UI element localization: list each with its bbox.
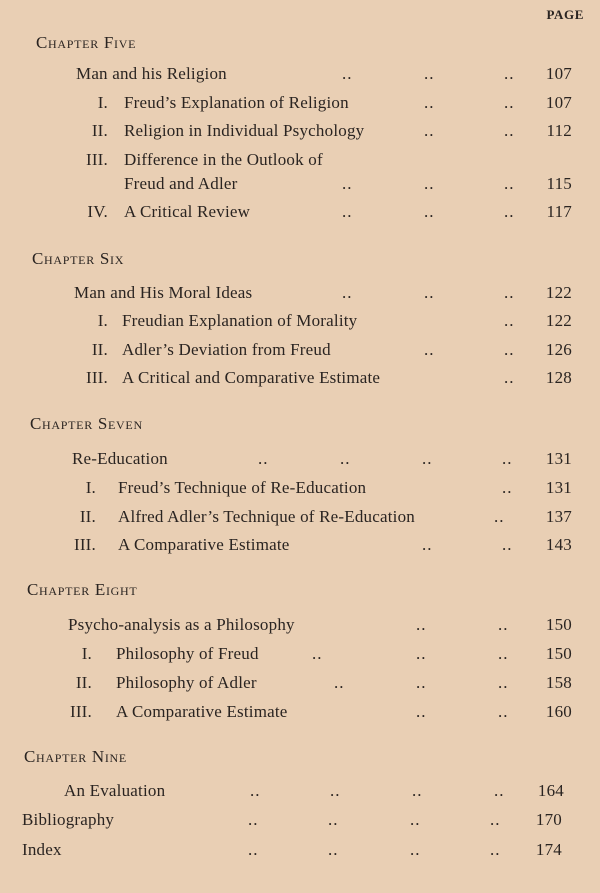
dot-leader: .. bbox=[328, 840, 339, 859]
toc-row bbox=[0, 202, 600, 226]
toc-page-number: 107 bbox=[545, 64, 572, 83]
toc-entry-title: Adler’s Deviation from Freud bbox=[122, 340, 331, 359]
dot-leader: .. bbox=[504, 202, 515, 221]
dot-leader: .. bbox=[422, 535, 433, 554]
dot-leader: .. bbox=[342, 283, 353, 302]
toc-entry-number: III. bbox=[85, 150, 108, 169]
dot-leader: .. bbox=[504, 340, 515, 359]
toc-entry-title: A Comparative Estimate bbox=[116, 702, 288, 721]
toc-row bbox=[0, 781, 600, 805]
toc-heading-title: Psycho-analysis as a Philosophy bbox=[68, 615, 295, 634]
dot-leader: .. bbox=[504, 368, 515, 387]
toc-page-number: 131 bbox=[545, 449, 572, 468]
toc-row bbox=[0, 615, 600, 639]
dot-leader: .. bbox=[342, 202, 353, 221]
dot-leader: .. bbox=[250, 781, 261, 800]
toc-row bbox=[0, 64, 600, 88]
toc-row bbox=[0, 449, 600, 473]
toc-page-number: 160 bbox=[545, 702, 572, 721]
toc-entry-number: II. bbox=[91, 121, 108, 140]
dot-leader: .. bbox=[424, 121, 435, 140]
dot-leader: .. bbox=[330, 781, 341, 800]
dot-leader: .. bbox=[498, 673, 509, 692]
dot-leader: .. bbox=[502, 478, 513, 497]
chapter-seven-heading: Chapter Seven bbox=[30, 414, 143, 433]
toc-page-number: 137 bbox=[545, 507, 572, 526]
dot-leader: .. bbox=[416, 673, 427, 692]
dot-leader: .. bbox=[410, 840, 421, 859]
toc-row bbox=[0, 644, 600, 668]
toc-page-number: 174 bbox=[535, 840, 562, 859]
toc-back-matter-title: Bibliography bbox=[22, 810, 115, 829]
dot-leader: .. bbox=[502, 535, 513, 554]
toc-entry-number: IV. bbox=[87, 202, 108, 221]
toc-row bbox=[0, 311, 600, 335]
dot-leader: .. bbox=[424, 202, 435, 221]
toc-row bbox=[0, 368, 600, 392]
toc-page-number: 164 bbox=[537, 781, 564, 800]
toc-entry-title: Freud’s Technique of Re-Education bbox=[118, 478, 367, 497]
dot-leader: .. bbox=[504, 283, 515, 302]
toc-page-number: 158 bbox=[545, 673, 572, 692]
page-column-label: PAGE bbox=[546, 7, 584, 22]
toc-entry-number: I. bbox=[85, 478, 96, 497]
toc-page-number: 107 bbox=[545, 93, 572, 112]
toc-page-number: 112 bbox=[546, 121, 572, 140]
dot-leader: .. bbox=[342, 64, 353, 83]
toc-row bbox=[0, 340, 600, 364]
toc-entry-title: Philosophy of Freud bbox=[116, 644, 259, 663]
dot-leader: .. bbox=[342, 174, 353, 193]
toc-entry-title: Difference in the Outlook of bbox=[124, 150, 323, 169]
chapter-eight-heading: Chapter Eight bbox=[27, 580, 138, 599]
dot-leader: .. bbox=[494, 507, 505, 526]
toc-entry-title: Philosophy of Adler bbox=[116, 673, 257, 692]
toc-page-number: 131 bbox=[545, 478, 572, 497]
dot-leader: .. bbox=[498, 702, 509, 721]
dot-leader: .. bbox=[494, 781, 505, 800]
dot-leader: .. bbox=[258, 449, 269, 468]
dot-leader: .. bbox=[340, 449, 351, 468]
dot-leader: .. bbox=[328, 810, 339, 829]
dot-leader: .. bbox=[502, 449, 513, 468]
toc-entry-title: A Comparative Estimate bbox=[118, 535, 290, 554]
toc-row bbox=[0, 121, 600, 145]
toc-row bbox=[0, 810, 600, 834]
dot-leader: .. bbox=[504, 311, 515, 330]
dot-leader: .. bbox=[312, 644, 323, 663]
toc-entry-title: Alfred Adler’s Technique of Re-Education bbox=[118, 507, 415, 526]
toc-heading-title: Re-Education bbox=[72, 449, 168, 468]
dot-leader: .. bbox=[424, 340, 435, 359]
toc-page-number: 128 bbox=[545, 368, 572, 387]
dot-leader: .. bbox=[490, 810, 501, 829]
toc-entry-number: II. bbox=[75, 673, 92, 692]
toc-entry-title: Freudian Explanation of Morality bbox=[122, 311, 358, 330]
dot-leader: .. bbox=[498, 644, 509, 663]
chapter-five-heading: Chapter Five bbox=[36, 33, 137, 52]
dot-leader: .. bbox=[248, 810, 259, 829]
dot-leader: .. bbox=[498, 615, 509, 634]
toc-entry-number: I. bbox=[81, 644, 92, 663]
toc-page-number: 122 bbox=[545, 311, 572, 330]
dot-leader: .. bbox=[248, 840, 259, 859]
dot-leader: .. bbox=[416, 644, 427, 663]
toc-page-number: 143 bbox=[545, 535, 572, 554]
dot-leader: .. bbox=[416, 702, 427, 721]
toc-heading-title: An Evaluation bbox=[64, 781, 166, 800]
toc-entry-title: Freud and Adler bbox=[124, 174, 238, 193]
toc-page-number: 170 bbox=[535, 810, 562, 829]
toc-page-number: 122 bbox=[545, 283, 572, 302]
dot-leader: .. bbox=[424, 174, 435, 193]
dot-leader: .. bbox=[424, 93, 435, 112]
dot-leader: .. bbox=[412, 781, 423, 800]
dot-leader: .. bbox=[504, 93, 515, 112]
toc-row bbox=[0, 283, 600, 307]
dot-leader: .. bbox=[424, 64, 435, 83]
dot-leader: .. bbox=[504, 121, 515, 140]
toc-entry-number: II. bbox=[79, 507, 96, 526]
chapter-nine-heading: Chapter Nine bbox=[24, 747, 127, 766]
dot-leader: .. bbox=[504, 64, 515, 83]
toc-entry-number: I. bbox=[97, 93, 108, 112]
toc-row bbox=[0, 150, 600, 174]
toc-entry-number: I. bbox=[97, 311, 108, 330]
toc-entry-number: III. bbox=[69, 702, 92, 721]
dot-leader: .. bbox=[490, 840, 501, 859]
toc-row bbox=[0, 535, 600, 559]
toc-page-number: 126 bbox=[545, 340, 572, 359]
toc-entry-title: A Critical Review bbox=[124, 202, 251, 221]
toc-row bbox=[0, 507, 600, 531]
toc-page-number: 115 bbox=[546, 174, 572, 193]
toc-row bbox=[0, 478, 600, 502]
dot-leader: .. bbox=[422, 449, 433, 468]
toc-page-number: 117 bbox=[546, 202, 572, 221]
toc-entry-title: Religion in Individual Psychology bbox=[124, 121, 365, 140]
dot-leader: .. bbox=[504, 174, 515, 193]
toc-back-matter-title: Index bbox=[22, 840, 62, 859]
toc-page-number: 150 bbox=[545, 615, 572, 634]
toc-row bbox=[0, 702, 600, 726]
dot-leader: .. bbox=[334, 673, 345, 692]
toc-entry-number: III. bbox=[73, 535, 96, 554]
dot-leader: .. bbox=[410, 810, 421, 829]
toc-entry-number: II. bbox=[91, 340, 108, 359]
toc-entry-number: III. bbox=[85, 368, 108, 387]
dot-leader: .. bbox=[424, 283, 435, 302]
toc-row bbox=[0, 840, 600, 864]
toc-row-continuation bbox=[0, 174, 600, 198]
toc-row bbox=[0, 93, 600, 117]
toc-entry-title: Freud’s Explanation of Religion bbox=[124, 93, 349, 112]
chapter-six-heading: Chapter Six bbox=[32, 249, 125, 268]
toc-page-number: 150 bbox=[545, 644, 572, 663]
toc-row bbox=[0, 673, 600, 697]
dot-leader: .. bbox=[416, 615, 427, 634]
toc-heading-title: Man and His Moral Ideas bbox=[74, 283, 253, 302]
toc-entry-title: A Critical and Comparative Estimate bbox=[122, 368, 381, 387]
toc-heading-title: Man and his Religion bbox=[76, 64, 227, 83]
